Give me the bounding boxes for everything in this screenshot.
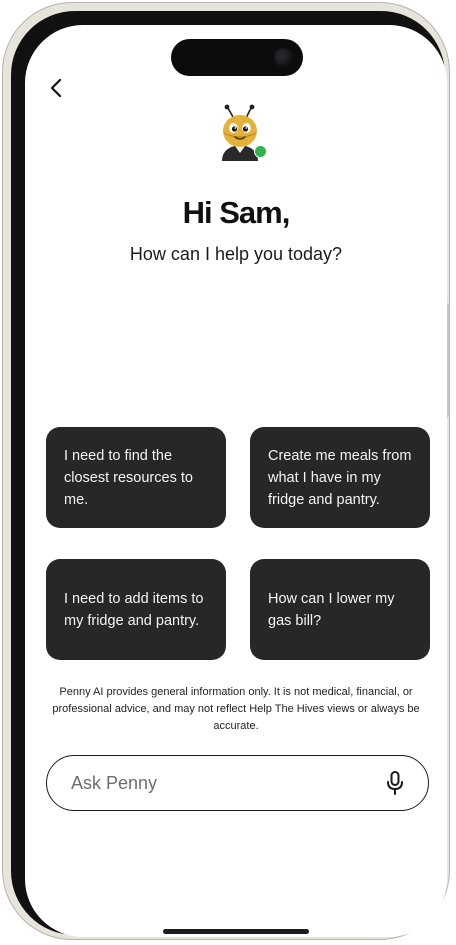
chat-input-bar bbox=[46, 755, 429, 811]
ask-penny-input[interactable] bbox=[71, 756, 361, 810]
suggestion-card-gas-bill[interactable] bbox=[250, 559, 430, 660]
chevron-left-icon bbox=[49, 78, 63, 98]
home-indicator[interactable] bbox=[163, 929, 309, 934]
camera-icon bbox=[274, 48, 293, 67]
suggestion-label: I need to find the closest resources to me. bbox=[64, 447, 193, 508]
dynamic-island bbox=[171, 39, 303, 76]
suggestion-card-meals[interactable] bbox=[250, 427, 430, 528]
phone-body bbox=[2, 2, 450, 940]
app-screen bbox=[25, 25, 447, 937]
mic-button[interactable] bbox=[382, 770, 408, 796]
greeting-title: Hi Sam, bbox=[182, 195, 290, 230]
ai-disclaimer: Penny AI provides general information only. It is not medical, financial, or professional advice, and may not reflect Help The Hives views or always be accurate. bbox=[52, 686, 420, 732]
phone-bezel bbox=[11, 11, 445, 935]
suggestion-label: How can I lower my gas bill? bbox=[268, 590, 395, 629]
avatar bbox=[214, 103, 266, 163]
greeting-subtitle: How can I help you today? bbox=[129, 244, 343, 264]
suggestion-card-add-items[interactable] bbox=[46, 559, 226, 660]
suggestion-label: Create me meals from what I have in my fridge and pantry. bbox=[268, 447, 412, 508]
suggestion-card-resources[interactable] bbox=[46, 427, 226, 528]
suggestion-label: I need to add items to my fridge and pantry. bbox=[64, 590, 204, 629]
online-status-dot bbox=[254, 145, 267, 158]
back-button[interactable] bbox=[43, 75, 69, 101]
microphone-icon bbox=[386, 771, 404, 795]
